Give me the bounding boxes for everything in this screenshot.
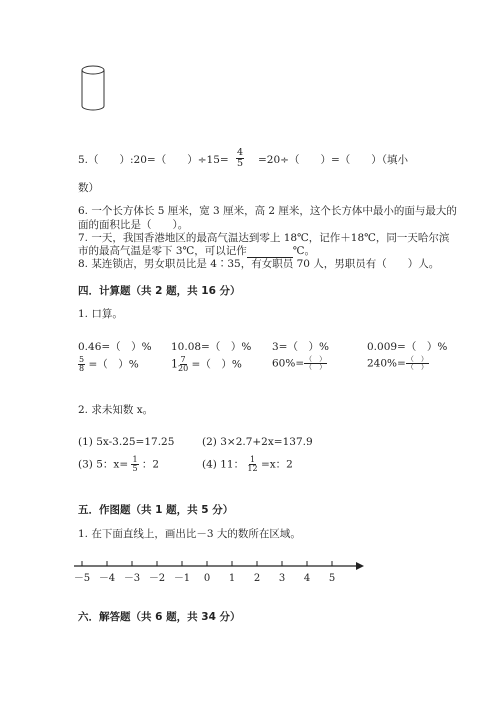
oral-calc-4: 0.009=（ ）% xyxy=(367,341,448,353)
number-line-tick-label: 2 xyxy=(253,573,261,584)
section-5-title: 五．作图题（共 1 题，共 5 分） xyxy=(78,504,234,516)
number-line[interactable] xyxy=(72,560,367,588)
equation-2: (2) 3×2.7+2x=137.9 xyxy=(202,436,313,448)
oral-calc-5: $\frac{5}{8}$ =（ ）% xyxy=(79,355,139,373)
question-6-line2: 面的面积比是（ ）。 xyxy=(78,219,189,231)
number-line-tick-label: 4 xyxy=(303,573,311,584)
number-line-tick-label: －1 xyxy=(173,573,191,584)
number-line-tick-label: －4 xyxy=(98,573,116,584)
oral-calc-8: 240%= $\frac{( )}{( )}$ xyxy=(367,355,428,371)
equation-1: (1) 5x-3.25=17.25 xyxy=(78,436,175,448)
question-5-rest: =20÷（ ）=（ ）（填小 xyxy=(258,154,409,166)
q5-fraction: $\frac{4}{5}$ xyxy=(237,147,244,169)
question-8: 8. 某连锁店，男女职员比是 4∶35，有女职员 70 人，男职员有（ ）人。 xyxy=(78,258,440,270)
question-5: 5.（ ）:20=（ ）÷15= xyxy=(78,154,229,166)
number-line-tick-label: 3 xyxy=(278,573,286,584)
section-4-q1: 1. 口算。 xyxy=(78,308,123,320)
number-line-tick-label: －3 xyxy=(123,573,141,584)
section-4-title: 四．计算题（共 2 题，共 16 分） xyxy=(78,285,241,297)
question-7-line1: 7. 一天，我国香港地区的最高气温达到零上 18℃，记作＋18℃，同一天哈尔滨 xyxy=(78,232,450,244)
equation-3: (3) 5：x= $\frac{1}{5}$ ：2 xyxy=(78,455,160,473)
number-line-tick-label: 0 xyxy=(203,573,211,584)
question-6-line1: 6. 一个长方体长 5 厘米，宽 3 厘米，高 2 厘米，这个长方体中最小的面与最大的 xyxy=(78,205,457,217)
number-line-tick-label: －5 xyxy=(73,573,91,584)
section-4-q2: 2. 求未知数 x。 xyxy=(78,404,154,416)
oral-calc-3: 3=（ ）% xyxy=(272,341,329,353)
number-line-tick-label: 5 xyxy=(328,573,336,584)
oral-calc-6: 1 $\frac{7}{20}$ =（ ）% xyxy=(171,355,242,373)
number-line-tick-label: －2 xyxy=(148,573,166,584)
question-5-line2: 数） xyxy=(78,182,99,194)
section-5-q1: 1. 在下面直线上，画出比－3 大的数所在区域。 xyxy=(78,528,301,540)
oral-calc-7: 60%= $\frac{( )}{( )}$ xyxy=(272,355,327,371)
number-line-tick-label: 1 xyxy=(228,573,236,584)
equation-4: (4) 11： $\frac{1}{12}$ =x：2 xyxy=(202,455,293,473)
section-6-title: 六．解答题（共 6 题，共 34 分） xyxy=(78,611,241,623)
number-line-ticks xyxy=(74,561,335,584)
oral-calc-1: 0.46=（ ）% xyxy=(78,341,152,353)
cylinder-figure xyxy=(78,62,108,116)
question-7-line2: 市的最高气温是零下 3℃，可以记作 ℃。 xyxy=(78,245,316,257)
oral-calc-2: 10.08=（ ）% xyxy=(171,341,252,353)
